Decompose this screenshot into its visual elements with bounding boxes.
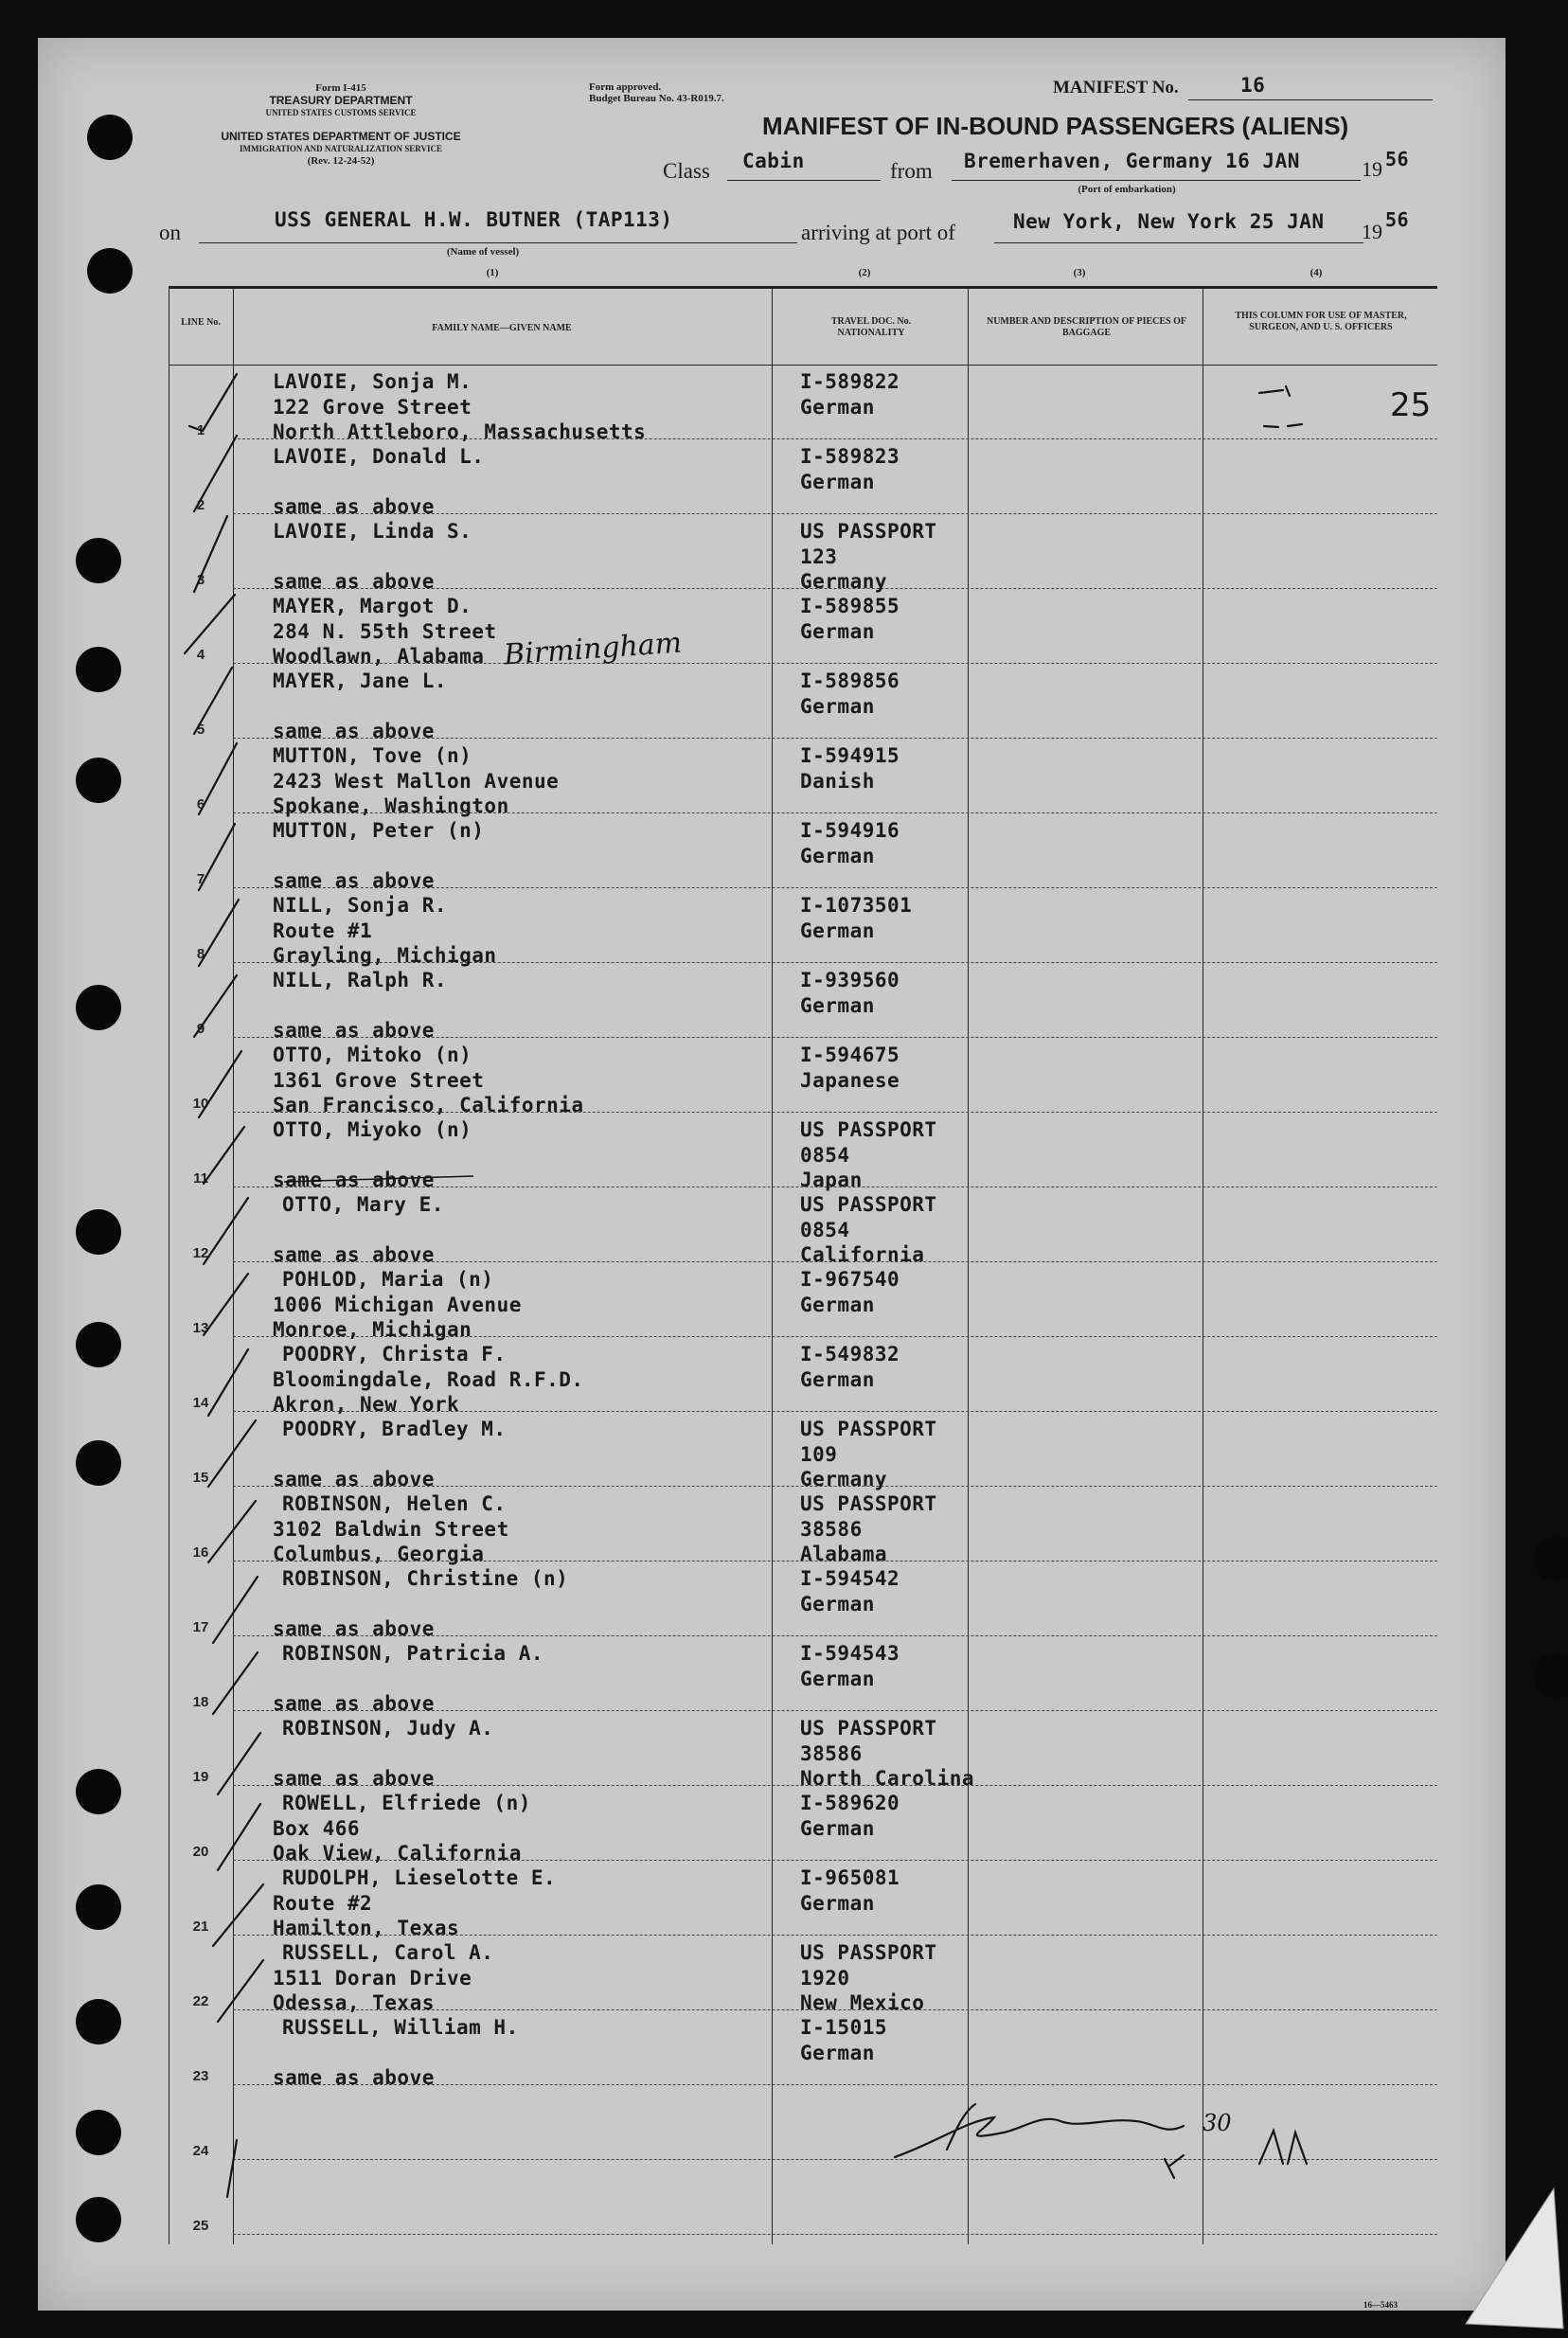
travel-doc: I-589855 <box>800 595 900 617</box>
line-number: 1 <box>196 422 205 438</box>
folded-corner <box>1445 2186 1568 2338</box>
travel-doc: 0854 <box>800 1218 850 1241</box>
vessel-name: USS GENERAL H.W. BUTNER (TAP113) <box>275 208 673 231</box>
form-approved: Form approved. <box>589 81 662 93</box>
travel-doc: 0854 <box>800 1143 850 1167</box>
line-number: 8 <box>196 946 205 962</box>
passenger-name: ROBINSON, Patricia A. <box>282 1642 544 1665</box>
travel-doc: 123 <box>800 544 838 568</box>
passenger-name: POODRY, Bradley M. <box>282 1418 507 1440</box>
passenger-name: NILL, Sonja R. <box>273 894 448 917</box>
line-number: 7 <box>196 871 205 887</box>
arrive-year-value: 56 <box>1385 208 1410 231</box>
nationality: Japanese <box>800 1068 900 1092</box>
passenger-address: Oak View, California <box>273 1842 522 1865</box>
passenger-address: same as above <box>273 720 435 742</box>
travel-doc: US PASSPORT <box>800 1717 937 1740</box>
nationality: German <box>800 1592 875 1615</box>
line-number: 12 <box>192 1245 209 1261</box>
line-number: 3 <box>196 572 205 588</box>
passenger-name: OTTO, Miyoko (n) <box>273 1118 472 1141</box>
revision-date: (Rev. 12-24-52) <box>307 155 375 167</box>
passenger-address: Hamilton, Texas <box>273 1917 460 1939</box>
passenger-address: Akron, New York <box>273 1393 460 1416</box>
nationality: German <box>800 993 875 1017</box>
vessel-caption: (Name of vessel) <box>446 246 520 258</box>
passenger-address: same as above <box>273 2066 435 2089</box>
line-number: 21 <box>192 1919 209 1935</box>
nationality: German <box>800 919 875 942</box>
ins-service: IMMIGRATION AND NATURALIZATION SERVICE <box>240 144 442 153</box>
line-number: 15 <box>192 1470 209 1486</box>
col-2-number: (2) <box>858 267 871 278</box>
col-1-number: (1) <box>486 267 499 278</box>
passenger-address: 1511 Doran Drive <box>273 1966 472 1990</box>
col-4-number: (4) <box>1310 267 1323 278</box>
nationality: German <box>800 844 875 867</box>
line-number: 17 <box>192 1619 209 1635</box>
line-number: 19 <box>192 1769 209 1785</box>
travel-doc: US PASSPORT <box>800 1418 937 1440</box>
nationality: Japan <box>800 1169 863 1191</box>
passenger-address: 3102 Baldwin Street <box>273 1517 509 1541</box>
travel-doc: I-1073501 <box>800 894 913 917</box>
travel-doc: I-589823 <box>800 445 900 468</box>
nationality: German <box>800 2041 875 2064</box>
from-label: from <box>890 159 933 183</box>
nationality: New Mexico <box>800 1991 925 2014</box>
travel-doc: I-594675 <box>800 1044 900 1066</box>
manifest-no-value: 16 <box>1240 74 1266 97</box>
passenger-address: North Attleboro, Massachusetts <box>273 420 647 443</box>
arriving-label: arriving at port of <box>801 221 955 244</box>
line-number: 6 <box>196 796 205 812</box>
line-number: 4 <box>196 647 205 663</box>
line-number: 11 <box>193 1170 208 1187</box>
manifest-no-label: MANIFEST No. <box>1053 78 1179 98</box>
treasury-dept: TREASURY DEPARTMENT <box>269 94 413 107</box>
line-number: 18 <box>192 1694 209 1710</box>
passenger-name: LAVOIE, Linda S. <box>273 520 472 543</box>
nationality: German <box>800 395 875 419</box>
arrive-year-prefix: 19 <box>1362 220 1382 243</box>
nationality: Germany <box>800 570 888 593</box>
travel-doc: US PASSPORT <box>800 520 937 543</box>
manifest-title: MANIFEST OF IN-BOUND PASSENGERS (ALIENS) <box>762 112 1349 140</box>
travel-doc: US PASSPORT <box>800 1118 937 1141</box>
passenger-name: ROWELL, Elfriede (n) <box>282 1792 531 1814</box>
passenger-name: NILL, Ralph R. <box>273 969 448 991</box>
nationality: German <box>800 1816 875 1840</box>
travel-doc: 1920 <box>800 1966 850 1990</box>
travel-doc: I-589856 <box>800 669 900 692</box>
passenger-name: RUSSELL, William H. <box>282 2016 519 2039</box>
on-label: on <box>159 221 181 244</box>
port-caption: (Port of embarkation) <box>1078 184 1176 195</box>
nationality: German <box>800 1293 875 1316</box>
line-number: 16 <box>192 1544 209 1561</box>
line-number: 2 <box>196 497 205 513</box>
travel-doc: 38586 <box>800 1741 863 1765</box>
officers-header: THIS COLUMN FOR USE OF MASTER, SURGEON, AND U. S. OFFICERS <box>1235 311 1407 332</box>
passenger-name: ROBINSON, Helen C. <box>282 1492 507 1515</box>
travel-doc: I-939560 <box>800 969 900 991</box>
travel-doc: I-594916 <box>800 819 900 842</box>
line-number: 14 <box>192 1395 209 1411</box>
passenger-address: same as above <box>273 1169 435 1191</box>
passenger-name: OTTO, Mitoko (n) <box>273 1044 472 1066</box>
passenger-name: POODRY, Christa F. <box>282 1343 507 1365</box>
line-number: 9 <box>196 1021 205 1037</box>
passenger-address: same as above <box>273 1019 435 1042</box>
travel-doc: 109 <box>800 1442 838 1466</box>
line-number: 13 <box>192 1320 209 1336</box>
travel-doc: I-967540 <box>800 1268 900 1291</box>
passenger-address: same as above <box>273 1617 435 1640</box>
travel-doc: I-589620 <box>800 1792 900 1814</box>
travel-doc: I-549832 <box>800 1343 900 1365</box>
passenger-name: POHLOD, Maria (n) <box>282 1268 494 1291</box>
arriving-port-value: New York, New York 25 JAN <box>1013 210 1325 233</box>
passenger-address: Grayling, Michigan <box>273 944 497 967</box>
passenger-address: Odessa, Texas <box>273 1991 435 2014</box>
passenger-address: same as above <box>273 869 435 892</box>
passenger-name: LAVOIE, Sonja M. <box>273 370 472 393</box>
passenger-address: 1361 Grove Street <box>273 1068 485 1092</box>
justice-dept: UNITED STATES DEPARTMENT OF JUSTICE <box>221 130 461 143</box>
passenger-name: RUSSELL, Carol A. <box>282 1941 494 1964</box>
nationality: German <box>800 1891 875 1915</box>
passenger-address: Columbus, Georgia <box>273 1543 485 1565</box>
passenger-address: Spokane, Washington <box>273 794 509 817</box>
passenger-address: Woodlawn, Alabama <box>273 645 485 668</box>
passenger-address: 122 Grove Street <box>273 395 472 419</box>
family-name-header: FAMILY NAME—GIVEN NAME <box>432 323 572 333</box>
passenger-address: Route #2 <box>273 1891 373 1915</box>
count-annotation: 25 <box>1390 386 1432 424</box>
nationality: German <box>800 470 875 493</box>
from-year-prefix: 19 <box>1362 157 1382 181</box>
passenger-address: same as above <box>273 1767 435 1790</box>
signature-number: 30 <box>1203 2110 1232 2136</box>
passenger-name: MUTTON, Tove (n) <box>273 744 472 767</box>
passenger-address: same as above <box>273 1243 435 1266</box>
travel-doc: US PASSPORT <box>800 1492 937 1515</box>
nationality: Danish <box>800 769 875 793</box>
customs-service: UNITED STATES CUSTOMS SERVICE <box>265 108 417 117</box>
passenger-name: LAVOIE, Donald L. <box>273 445 485 468</box>
passenger-address: same as above <box>273 1692 435 1715</box>
line-number: 24 <box>192 2143 209 2159</box>
passenger-address: Box 466 <box>273 1816 361 1840</box>
passenger-name: ROBINSON, Christine (n) <box>282 1567 569 1590</box>
passenger-name: MAYER, Jane L. <box>273 669 448 692</box>
travel-doc: US PASSPORT <box>800 1941 937 1964</box>
form-footer-code: 16—5463 <box>1363 2300 1398 2310</box>
nationality: Germany <box>800 1468 888 1490</box>
passenger-address: Monroe, Michigan <box>273 1318 472 1341</box>
class-label: Class <box>663 159 710 183</box>
line-number: 23 <box>192 2068 209 2084</box>
passenger-address: same as above <box>273 495 435 518</box>
nationality: German <box>800 619 875 643</box>
line-number: 5 <box>196 722 205 738</box>
form-number: Form I-415 <box>315 82 366 94</box>
passenger-name: MUTTON, Peter (n) <box>273 819 485 842</box>
passenger-address: Bloomingdale, Road R.F.D. <box>273 1367 584 1391</box>
passenger-name: OTTO, Mary E. <box>282 1193 444 1216</box>
travel-doc: I-594915 <box>800 744 900 767</box>
from-year-value: 56 <box>1385 148 1410 170</box>
passenger-address: San Francisco, California <box>273 1094 584 1116</box>
passenger-name: RUDOLPH, Lieselotte E. <box>282 1866 557 1889</box>
line-number: 25 <box>192 2218 209 2234</box>
line-number: 10 <box>192 1096 209 1112</box>
travel-doc: 38586 <box>800 1517 863 1541</box>
passenger-address: Route #1 <box>273 919 373 942</box>
line-number: 22 <box>192 1993 209 2009</box>
travel-doc: I-15015 <box>800 2016 888 2039</box>
travel-doc-header: TRAVEL DOC. No. NATIONALITY <box>830 316 912 338</box>
col-3-number: (3) <box>1073 267 1086 278</box>
from-value: Bremerhaven, Germany 16 JAN <box>964 150 1300 172</box>
nationality: North Carolina <box>800 1767 975 1790</box>
budget-bureau: Budget Bureau No. 43-R019.7. <box>589 93 724 104</box>
travel-doc: I-594543 <box>800 1642 900 1665</box>
nationality: German <box>800 1367 875 1391</box>
passenger-name: MAYER, Margot D. <box>273 595 472 617</box>
nationality: German <box>800 1667 875 1690</box>
city-annotation: Birmingham <box>503 626 684 672</box>
passenger-address: 2423 West Mallon Avenue <box>273 769 560 793</box>
class-value: Cabin <box>742 150 805 172</box>
line-number: 20 <box>192 1844 209 1860</box>
passenger-address: same as above <box>273 570 435 593</box>
nationality: California <box>800 1243 925 1266</box>
baggage-header: NUMBER AND DESCRIPTION OF PIECES OF BAGGAGE <box>986 316 1187 338</box>
nationality: Alabama <box>800 1543 888 1565</box>
passenger-name: ROBINSON, Judy A. <box>282 1717 494 1740</box>
line-no-header: LINE No. <box>181 317 221 328</box>
passenger-address: 284 N. 55th Street <box>273 619 497 643</box>
travel-doc: I-589822 <box>800 370 900 393</box>
nationality: German <box>800 694 875 718</box>
travel-doc: I-594542 <box>800 1567 900 1590</box>
passenger-address: 1006 Michigan Avenue <box>273 1293 522 1316</box>
travel-doc: I-965081 <box>800 1866 900 1889</box>
travel-doc: US PASSPORT <box>800 1193 937 1216</box>
passenger-address: same as above <box>273 1468 435 1490</box>
